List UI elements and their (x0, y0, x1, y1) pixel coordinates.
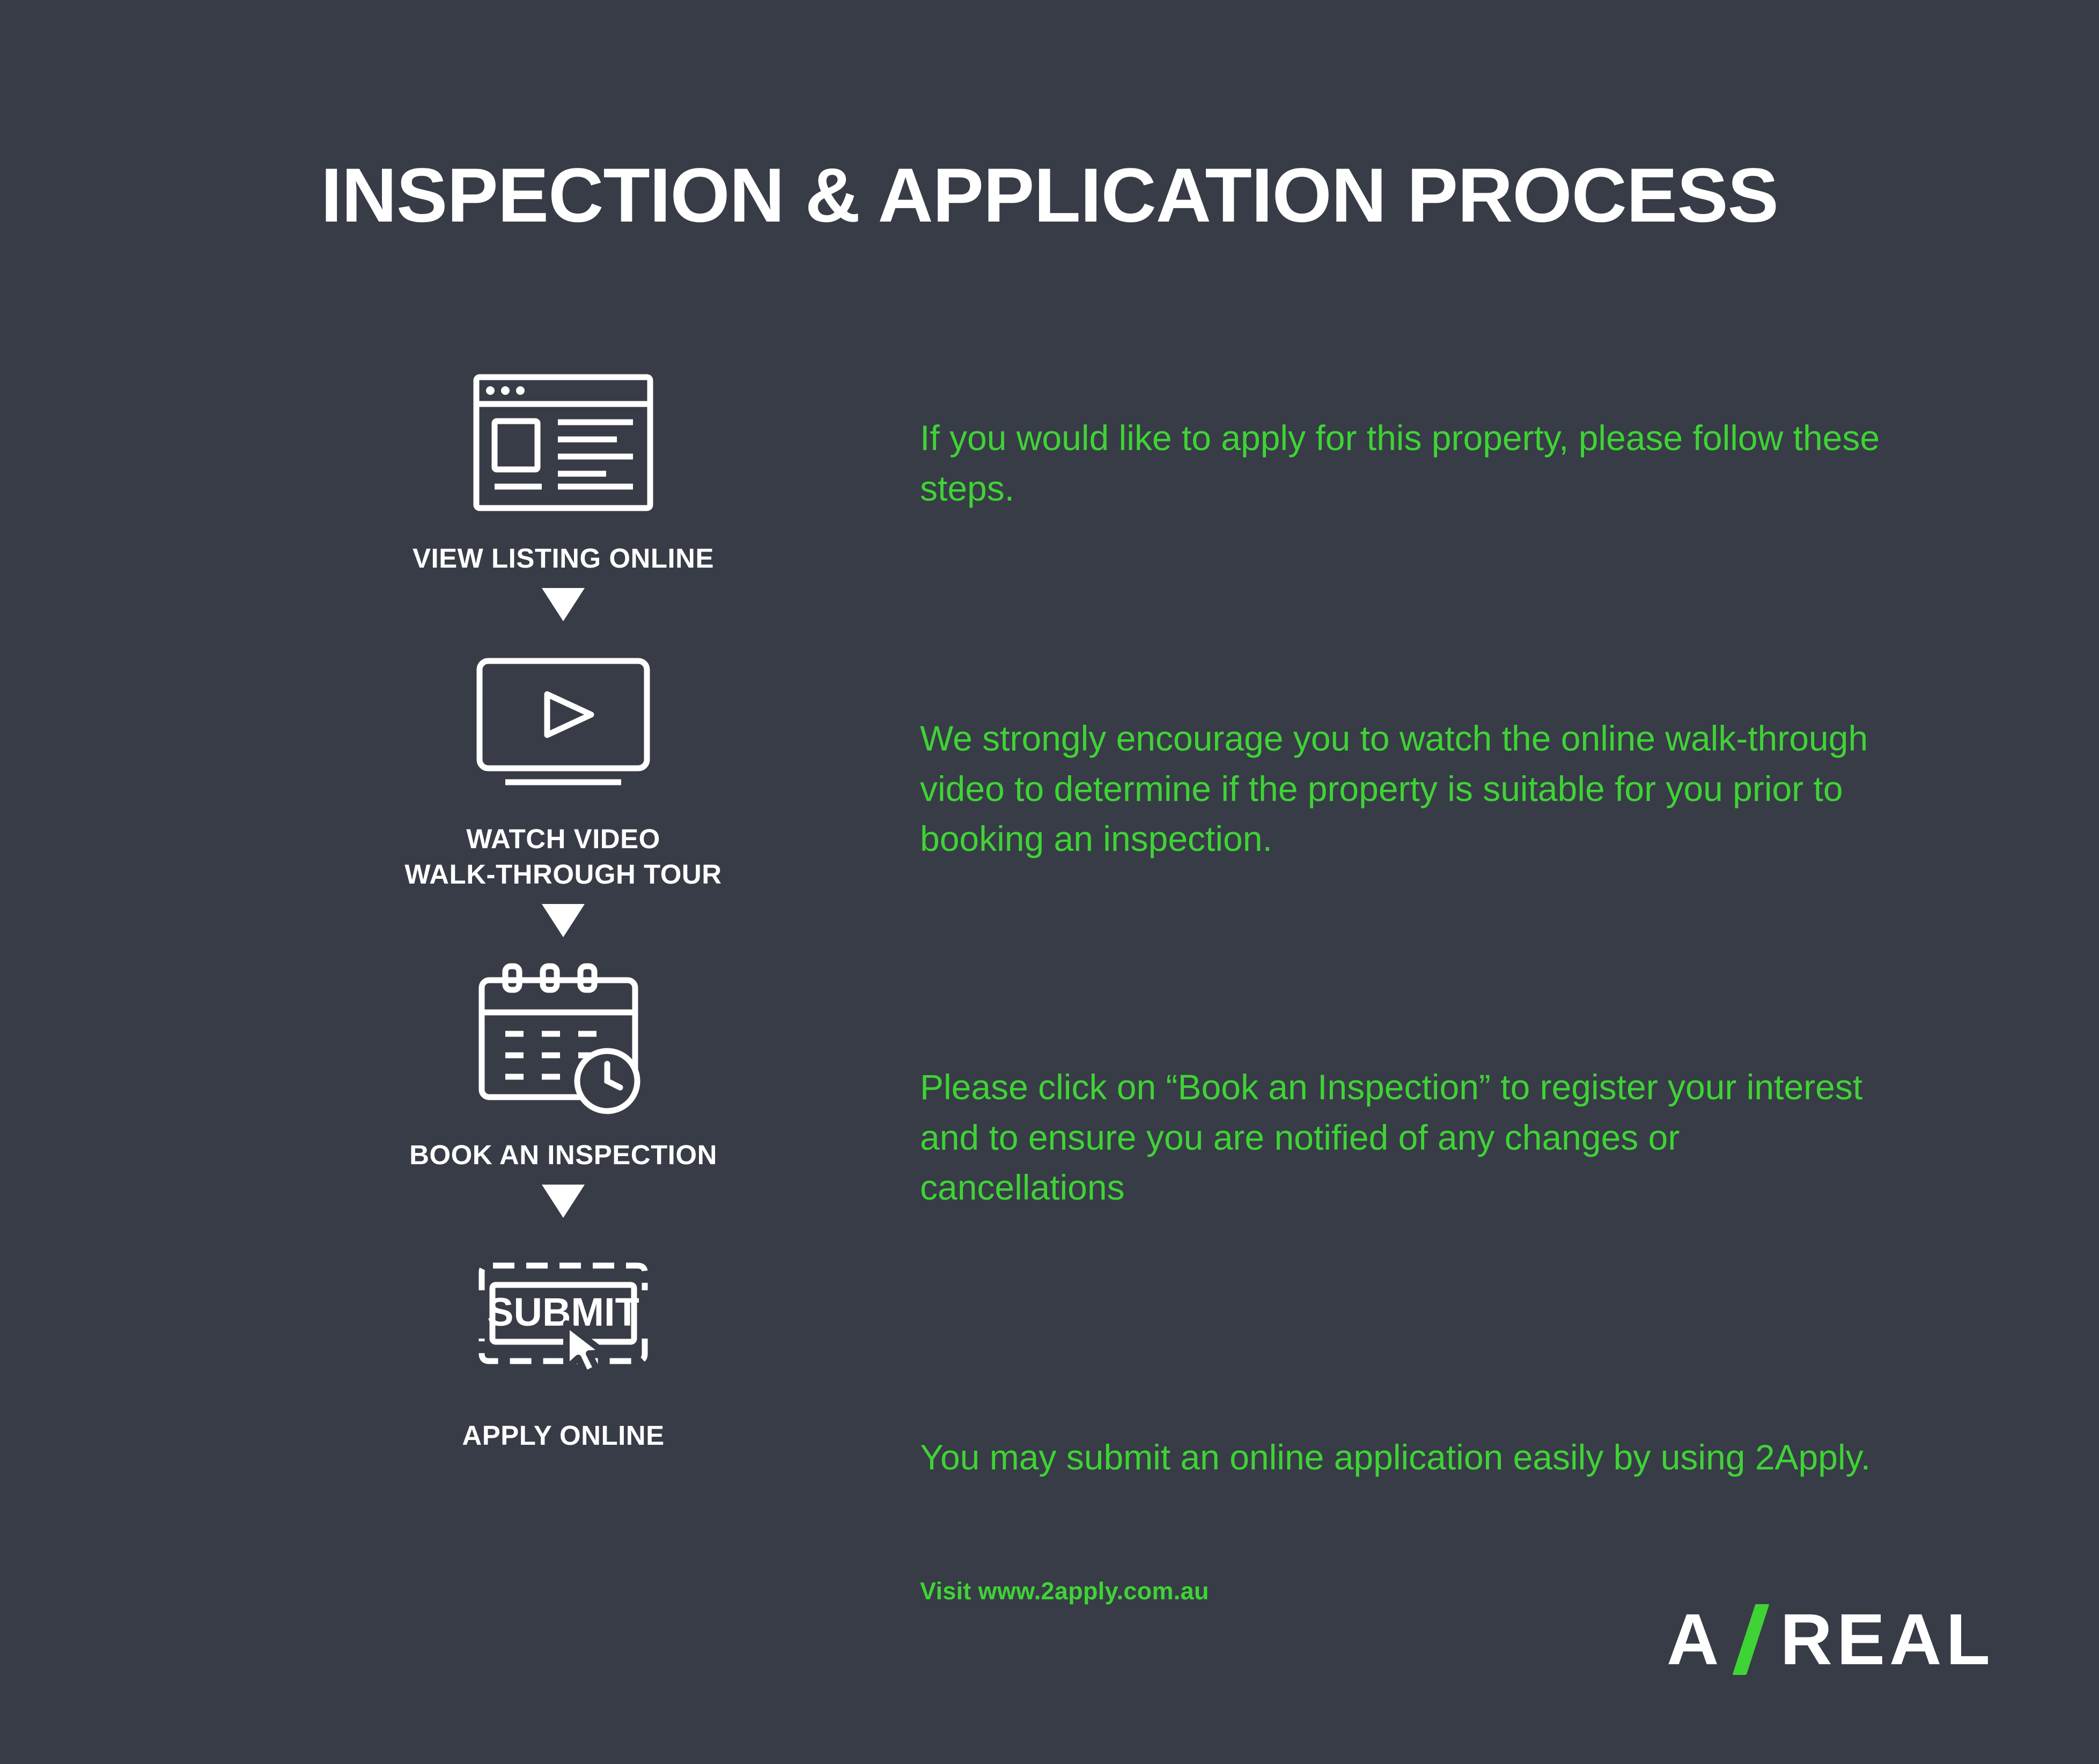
step-label-apply-online: APPLY ONLINE (462, 1420, 665, 1451)
step-label-line1: WATCH VIDEO (466, 824, 660, 855)
paragraph-apply-online: You may submit an online application easily by using 2Apply. (920, 1437, 1871, 1477)
paragraph-watch-video: We strongly encourage you to watch the online walk-through video to determine if the property is suitable for you prior to booking an inspection. (920, 718, 1868, 859)
calendar-clock-icon (375, 951, 751, 1128)
browser-listing-icon (375, 354, 751, 531)
flow-arrow-1 (375, 576, 751, 635)
step-book-inspection (375, 951, 751, 1172)
step-watch-video (375, 635, 751, 892)
step-label-book-inspection: BOOK AN INSPECTION (409, 1139, 717, 1170)
slash-icon (1729, 1604, 1778, 1675)
submit-cursor-icon (375, 1231, 751, 1408)
paragraph-book-inspection: Please click on “Book an Inspection” to register your interest and to ensure you are notified of any changes or cancellations (920, 1067, 1863, 1208)
brand-logo (1667, 1598, 1994, 1681)
visit-link[interactable]: Visit www.2apply.com.au (920, 1577, 1209, 1605)
flow-arrow-2 (375, 892, 751, 951)
step-label-watch-video (375, 821, 751, 892)
logo-right-word: REAL (1780, 1599, 1994, 1680)
flow-arrow-3 (375, 1172, 751, 1231)
page-title: INSPECTION & APPLICATION PROCESS (320, 153, 1779, 238)
step-label-view-listing: VIEW LISTING ONLINE (412, 543, 714, 574)
paragraph-view-listing: If you would like to apply for this property, please follow these steps. (920, 418, 1880, 508)
process-flow (375, 354, 751, 1453)
step-view-listing (375, 354, 751, 576)
video-play-icon (375, 635, 751, 812)
step-apply-online (375, 1231, 751, 1453)
logo-left-letter: A (1667, 1599, 1724, 1680)
step-label-line2: WALK-THROUGH TOUR (404, 858, 722, 890)
svg-text:SUBMIT: SUBMIT (487, 1290, 639, 1335)
